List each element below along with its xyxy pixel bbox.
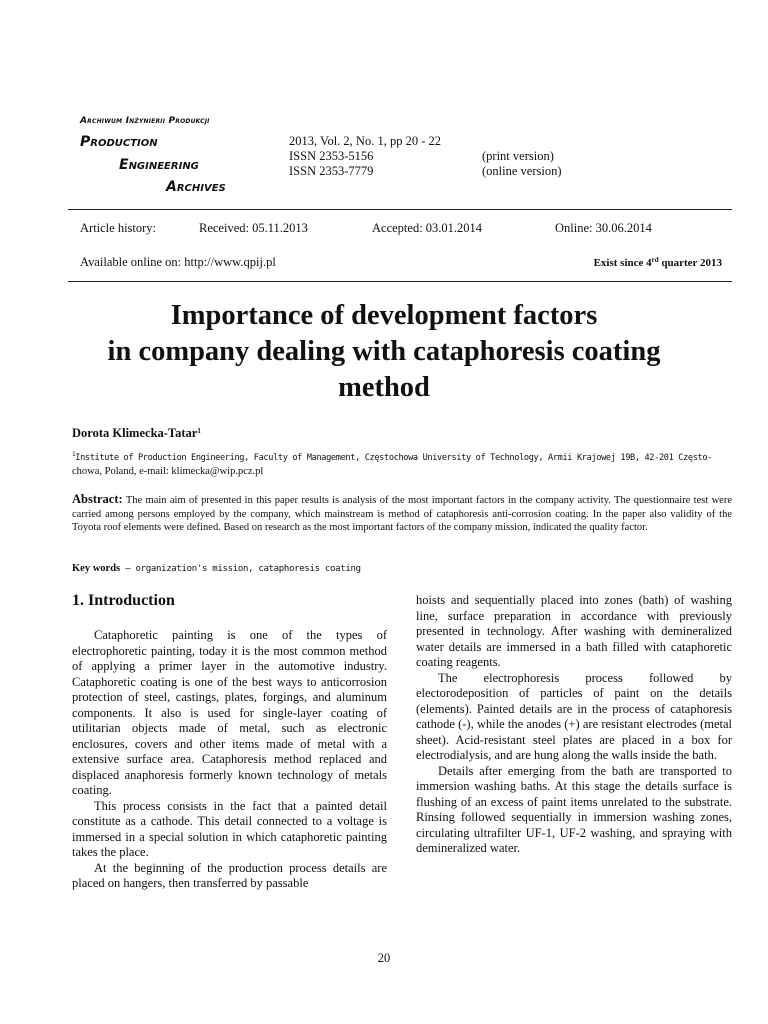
author-affiliation xyxy=(72,451,732,479)
keywords-text: – organization's mission, cataphoresis coating xyxy=(120,564,361,574)
issn-print: ISSN 2353-5156 xyxy=(289,149,374,163)
accepted-date: Accepted: 03.01.2014 xyxy=(372,221,483,235)
abstract-text: The main aim of presented in this paper results is analysis of the most important factors in the company activity. The questionnaire test were carried among persons employed by the company, which mainstream is method of cataphoresis anti-corrosion coating. In the paper also validity of the Toyota roof elements were defined. Based on research as the most important factors of the company mission, indicated the quality factor. xyxy=(72,495,732,533)
print-version-label: (print version) xyxy=(482,149,554,163)
author-superscript: 1 xyxy=(197,427,201,435)
abstract xyxy=(72,493,732,535)
abstract-label: Abstract: xyxy=(72,492,123,506)
paragraph: This process consists in the fact that a painted detail constitute as a cathode. This detail connected to a voltage is immersed in a special solution in which cataphoretic painting takes the place. xyxy=(72,798,387,859)
header-divider-top xyxy=(68,209,732,210)
keywords-label: Key words xyxy=(72,563,121,574)
online-version-label: (online version) xyxy=(482,164,562,178)
paragraph: The electrophoresis process followed by electorodeposition of particles of paint on the details (elements). Painted details are in the process of cataphoresis cathode (-), while the anodes (+) are resistant electrodes (metal sheet). Acid-resistant steel plates are placed in a box for electrodialysis, and are hung along the walls inside the bath. xyxy=(416,670,732,762)
paragraph: Cataphoretic painting is one of the types of electrophoretic painting, today it is the most common method of applying a primer layer in the automotive industry. Cataphoretic coating is one of the best ways to anticorrosion protection of steel, castings, plates, forgings, and aluminum components. It also is used for single-layer coating of utilitarian objects made of metal, such as electronic enclosures, covers and other items made of metal with a extensive surface area. Cataphoresis method replaced and displaced anaphoresis formerly known technology of metals coating. xyxy=(72,628,387,797)
exist-suffix: quarter 2013 xyxy=(658,257,722,269)
online-date: Online: 30.06.2014 xyxy=(555,221,652,235)
article-title xyxy=(40,298,728,406)
journal-brand-line2: Engineering xyxy=(119,157,199,173)
header-divider-bottom xyxy=(68,281,732,282)
keywords xyxy=(72,563,361,574)
paragraph: hoists and sequentially placed into zones (bath) of washing line, surface preparation in accordance with previously presented in technology. After washing with demineralized water details are immersed in a bath filled with cataphoretic coating reagents. xyxy=(416,593,732,669)
affiliation-tail: chowa, Poland, e-mail: klimecka@wip.pcz.pl xyxy=(72,466,264,477)
affiliation-superscript: 1 xyxy=(72,451,76,458)
author-name xyxy=(72,426,201,441)
exist-since-note xyxy=(594,257,722,269)
title-line1: Importance of development factors xyxy=(170,300,598,331)
volume-info: 2013, Vol. 2, No. 1, pp 20 - 22 xyxy=(289,134,441,148)
exist-prefix: Exist since 4 xyxy=(593,257,652,269)
available-online-link[interactable]: Available online on: http://www.qpij.pl xyxy=(80,255,276,269)
issn-online: ISSN 2353-7779 xyxy=(289,164,374,178)
paragraph: Details after emerging from the bath are transported to immersion washing baths. At this stage the details surface is flushing of an excess of paint items unrelated to the substrate. Rinsing followed sequentially in immersion washing zones, circulating ultrafilter UF-1, UF-2 washing, and spraying with demineralized water. xyxy=(416,763,732,855)
journal-brand-line3: Archives xyxy=(166,179,226,195)
body-column-left xyxy=(72,628,387,892)
article-history-label: Article history: xyxy=(80,221,157,235)
body-column-right xyxy=(416,593,732,857)
exist-superscript: rd xyxy=(651,256,659,264)
journal-brand-line1: Production xyxy=(80,134,158,150)
affiliation-main: Institute of Production Engineering, Faculty of Management, Częstochowa University of Technology, Armii Krajowej 19B, 42-201 Często- xyxy=(75,453,713,463)
title-line2: in company dealing with cataphoresis coating xyxy=(107,336,661,367)
title-line3: method xyxy=(338,372,430,403)
received-date: Received: 05.11.2013 xyxy=(199,221,308,235)
author-text: Dorota Klimecka-Tatar xyxy=(72,426,198,440)
page-number: 20 xyxy=(377,951,391,965)
paragraph: At the beginning of the production process details are placed on hangers, then transferred by passable xyxy=(72,860,387,890)
section-heading-introduction: 1. Introduction xyxy=(72,592,175,609)
journal-name: Archiwum Inżynierii Produkcji xyxy=(80,116,210,126)
